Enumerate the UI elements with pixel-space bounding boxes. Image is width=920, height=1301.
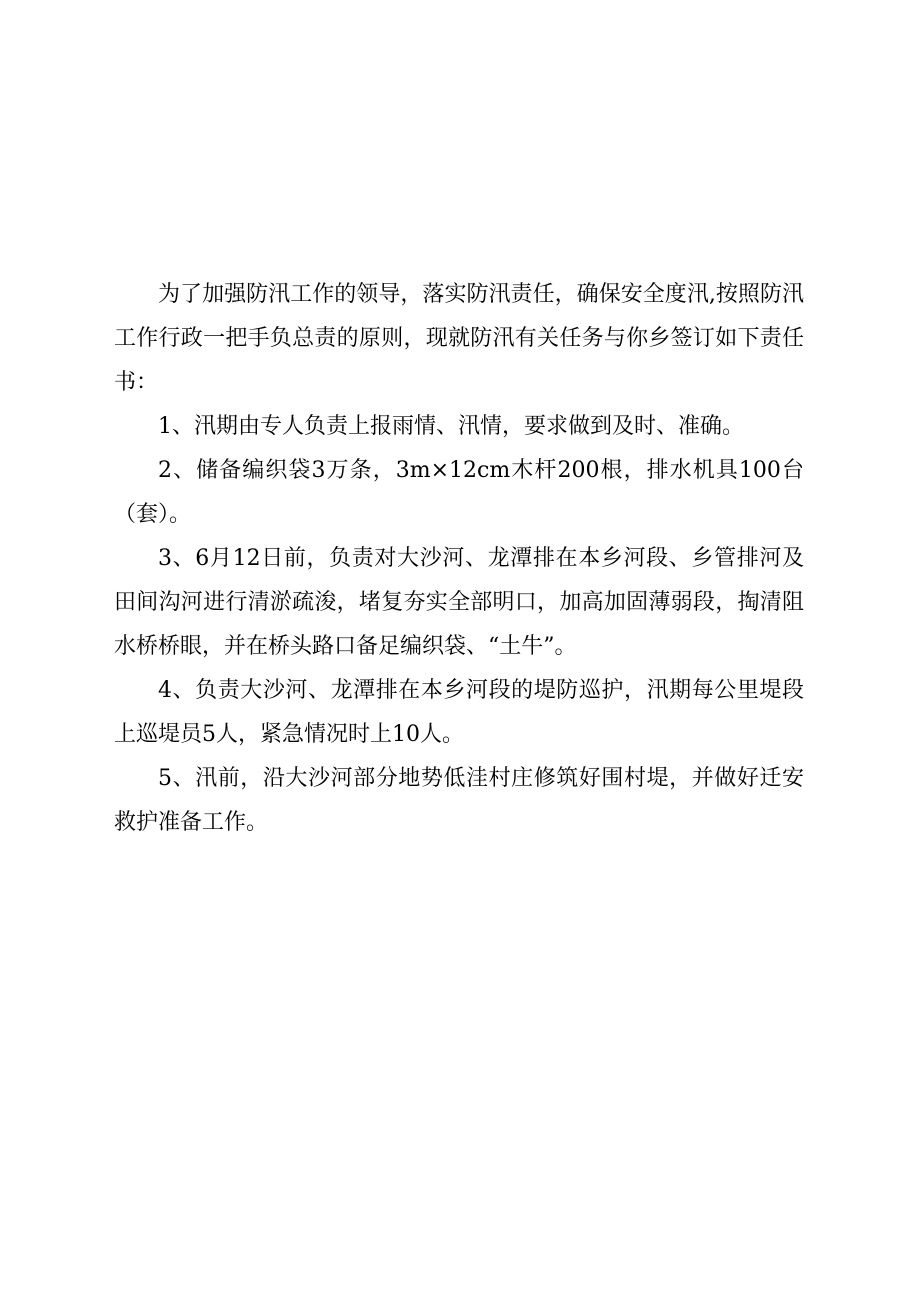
item-3-paragraph: 3、6月12日前，负责对大沙河、龙潭排在本乡河段、乡管排河及田间沟河进行清淤疏浚，堵复夯实全部明口，加高加固薄弱段，掏清阻水桥桥眼，并在桥头路口备足编织袋、“土牛”。 <box>114 546 804 659</box>
document-body <box>114 273 804 845</box>
item-1-paragraph: 1、汛期由专人负责上报雨情、汛情，要求做到及时、准确。 <box>158 414 744 439</box>
intro-paragraph: 为了加强防汛工作的领导，落实防汛责任，确保安全度汛,按照防汛工作行政一把手负总责的原则，现就防汛有关任务与你乡签订如下责任书： <box>114 282 804 395</box>
item-4-paragraph: 4、负责大沙河、龙潭排在本乡河段的堤防巡护，汛期每公里堤段上巡堤员5人，紧急情况时上10人。 <box>114 678 804 747</box>
item-2-paragraph: 2、储备编织袋3万条，3m×12cm木杆200根，排水机具100台（套）。 <box>114 458 804 527</box>
item-5-paragraph: 5、汛前，沿大沙河部分地势低洼村庄修筑好围村堤，并做好迁安救护准备工作。 <box>114 766 804 835</box>
